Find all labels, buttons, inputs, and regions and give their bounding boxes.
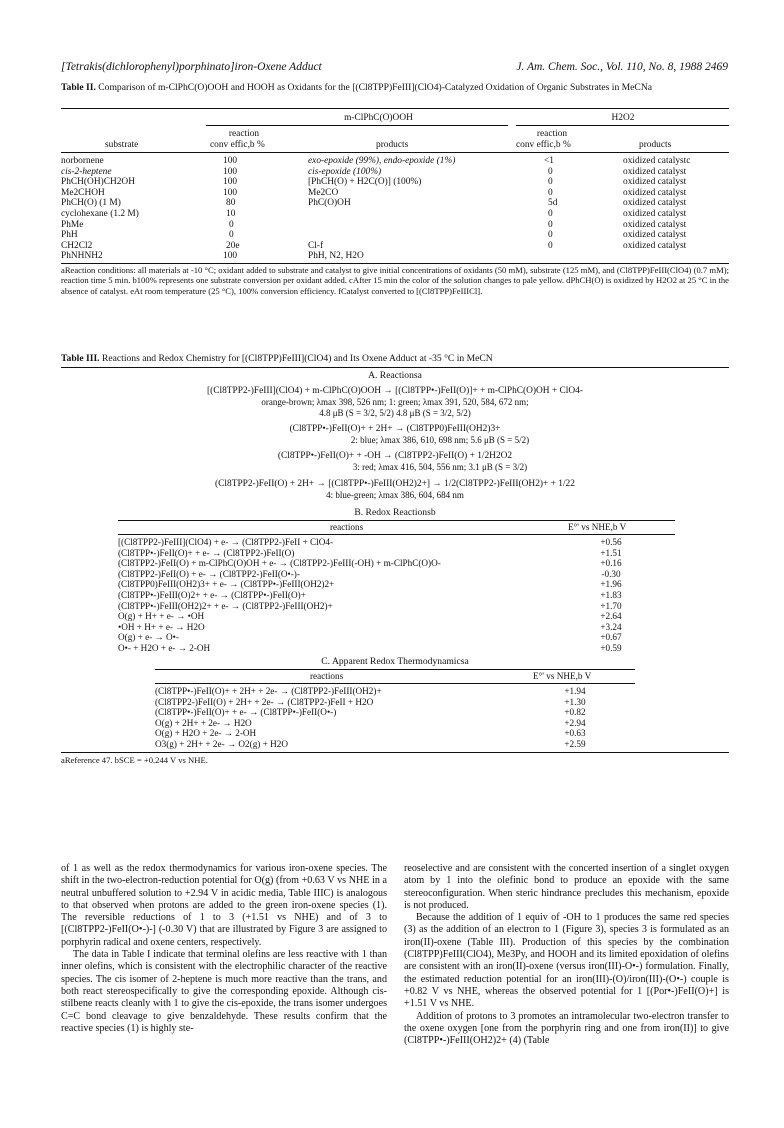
table2-conv2: 5d (548, 198, 558, 209)
table3-c-head-rule (155, 683, 635, 684)
table2-conv2: 0 (548, 219, 553, 230)
table2-substrate: PhMe (61, 219, 84, 230)
table2-head-reaction-2: reaction (536, 129, 568, 139)
table2-group-rule-1 (206, 125, 508, 126)
redox-reaction: O(g) + e- → O•- (118, 632, 179, 643)
table2-substrate: PhCH(O) (1 M) (61, 198, 121, 209)
table2-substrate: norbornene (61, 156, 104, 166)
table-row (118, 579, 334, 590)
redox-potential: +0.67 (600, 632, 622, 643)
thermo-potential: +0.82 (564, 707, 586, 718)
thermo-reaction: O(g) + 2H+ + 2e- → H2O (155, 717, 252, 728)
redox-reaction: (Cl8TPP•-)FeIII(O)2+ + e- → (Cl8TPP•-)FeII(O)+ (118, 590, 306, 600)
redox-potential: +0.59 (600, 643, 622, 653)
redox-potential: +1.70 (600, 600, 622, 611)
table3-b-top-rule (118, 520, 675, 521)
body-paragraph: Because the addition of 1 equiv of -OH to 1 produces the same red species (3) as the addition of an electron to 1 (Figure 3), species 3 is formulated as an iron(II)-oxene (Table III). Production of this species by the combination (Cl8TPP)FeIII(ClO4), Me3Py, and HOOH and its limited epoxidation of olefins are consistent with an iron(II)-oxene (versus iron(III)-O•-) formulation. Finally, the estimated reduction potential for an iron(III)-(O)/iron(III)-(O•-) couple is +0.82 V vs NHE, whereas the observed potential for 1 [(Por•-)FeII(O)+] is +1.51 V vs NHE. (404, 912, 729, 1010)
table2-conv2: 0 (548, 209, 553, 219)
table2-conv2: 0 (548, 166, 553, 177)
table2-bottom-rule (61, 263, 729, 264)
table3-footnote: aReference 47. bSCE = +0.244 V vs NHE. (61, 755, 208, 765)
redox-potential: -0.30 (601, 568, 621, 579)
table2-prod1: exo-epoxide (99%), endo-epoxide (1%) (308, 156, 456, 166)
table-row (61, 167, 729, 178)
table2-group-h2o2: H2O2 (611, 113, 635, 123)
redox-potential: +1.83 (600, 590, 622, 600)
thermo-potential: +2.94 (564, 717, 586, 728)
table2-conv1: 0 (229, 219, 234, 230)
table-row (155, 739, 288, 750)
body-column-left (61, 863, 387, 1035)
table2-group-rule-2 (516, 125, 729, 126)
table2-conv1: 100 (223, 177, 238, 188)
table-row (61, 177, 729, 188)
thermo-reaction: (Cl8TPP•-)FeII(O)+ + e- → (Cl8TPP•-)FeII(O•-) (155, 707, 337, 718)
table3-caption-label: Table III. (61, 353, 100, 364)
table2-head-reaction-1: reaction (228, 129, 260, 139)
table3-b-head-reactions: reactions (330, 522, 364, 532)
table2-conv1: 10 (226, 209, 236, 219)
thermo-potential: +1.94 (564, 686, 586, 696)
table2-conv2: 0 (548, 177, 553, 188)
table3-section-a-title: A. Reactionsa (368, 370, 422, 381)
reaction-label: 4.8 μB (S = 3/2, 5/2) 4.8 μB (S = 3/2, 5/2) (319, 408, 471, 418)
table3-section-c-title: C. Apparent Redox Thermodynamicsa (321, 656, 469, 667)
reaction-equation: (Cl8TPP•-)FeII(O)+ + 2H+ → (Cl8TPP0)FeIII(OH2)3+ (289, 424, 501, 434)
table2-prod1: Me2CO (308, 187, 339, 198)
table-row (118, 537, 333, 548)
table2-conv1: 100 (223, 251, 238, 262)
table-row (118, 558, 441, 569)
redox-reaction: O(g) + H+ + e- → •OH (118, 611, 205, 622)
table2-conv2: 0 (548, 230, 553, 241)
table-row (118, 622, 205, 633)
table-row (118, 632, 179, 643)
table2-substrate: Me2CHOH (61, 187, 105, 198)
table2-substrate: PhNHNH2 (61, 251, 103, 262)
body-paragraph: of 1 as well as the redox thermodynamics for various iron-oxene species. The shift in the two-electron-reduction potential for O(g) (from +0.63 V vs NHE in a neutral unbuffered solution to +2.94 V in acidic media, Table IIIC) is analogous to that observed when protons are added to the green iron-oxene species (1). The reversible reductions of 1 to 3 (+1.51 vs NHE) and of 3 to [(Cl8TPP2-)FeII(O•-)-] (-0.30 V) that are illustrated by Figure 3 are assigned to porphyrin radical and oxene centers, respectively. (61, 863, 387, 948)
table-row (118, 590, 306, 601)
reaction-label: 3: red; λmax 416, 504, 556 nm; 3.1 μB (S = 3/2) (352, 462, 528, 472)
table2-prod2: oxidized catalyst (623, 219, 687, 230)
table2-prod1: PhH, N2, H2O (308, 251, 364, 262)
table2-substrate: cis-2-heptene (61, 166, 112, 177)
table2-head-substrate: substrate (105, 140, 139, 150)
redox-potential: +0.16 (600, 558, 622, 569)
thermo-potential: +0.63 (564, 728, 586, 739)
reaction-label: orange-brown; λmax 398, 526 nm; 1: green; λmax 391, 520, 584, 672 nm; (261, 397, 529, 407)
table3-caption (61, 353, 729, 365)
table3-section-b-title: B. Redox Reactionsb (354, 507, 436, 518)
table3-b-head-rule (118, 534, 675, 535)
running-head-citation: J. Am. Chem. Soc., Vol. 110, No. 8, 1988 2469 (516, 61, 728, 73)
redox-potential: +1.96 (600, 579, 622, 590)
table-row (155, 718, 252, 729)
reaction-equation: (Cl8TPP•-)FeII(O)+ + -OH → (Cl8TPP2-)FeII(O) + 1/2H2O2 (277, 451, 513, 461)
table2-prod2: oxidized catalyst (623, 240, 687, 251)
table2-substrate: CH2Cl2 (61, 240, 93, 251)
table2-head-conv-1: conv effic,b % (210, 140, 265, 150)
thermo-reaction: O3(g) + 2H+ + 2e- → O2(g) + H2O (155, 739, 288, 749)
table-row (155, 707, 336, 718)
redox-potential: +0.56 (600, 537, 622, 547)
table2-substrate: PhCH(OH)CH2OH (61, 177, 135, 188)
table2-prod2: oxidized catalyst (623, 166, 687, 177)
table2-prod1: [PhCH(O) + H2C(O)] (100%) (308, 177, 422, 188)
redox-reaction: (Cl8TPP0)FeIII(OH2)3+ + e- → (Cl8TPP•-)FeIII(OH2)2+ (118, 579, 335, 590)
table2-prod1: Cl-f (308, 240, 324, 251)
reaction-label: 4: blue-green; λmax 386, 604, 684 nm (326, 490, 464, 500)
table-row (118, 548, 294, 559)
redox-reaction: (Cl8TPP2-)FeII(O) + m-ClPhC(O)OH + e- → (Cl8TPP2-)FeIII(-OH) + m-ClPhC(O)O- (118, 558, 441, 569)
thermo-potential: +2.59 (564, 739, 586, 749)
redox-reaction: [(Cl8TPP2-)FeIII](ClO4) + e- → (Cl8TPP2-)FeII + ClO4- (118, 537, 334, 547)
table2-head-products-1: products (376, 140, 409, 150)
table-row (61, 198, 729, 209)
reaction-equation: (Cl8TPP2-)FeII(O) + 2H+ → [(Cl8TPP•-)FeIII(OH2)2+] → 1/2(Cl8TPP2-)FeIII(OH2)+ + 1/22 (215, 479, 575, 489)
redox-potential: +2.64 (600, 611, 622, 622)
table2-substrate: cyclohexane (1.2 M) (61, 209, 139, 219)
table3-c-head-e: E°' vs NHE,b V (533, 671, 592, 681)
table2-group-peracid: m-ClPhC(O)OOH (344, 113, 413, 123)
table-row (118, 601, 333, 612)
table2-prod2: oxidized catalyst (623, 177, 687, 188)
table2-prod2: oxidized catalyst (623, 198, 687, 209)
table2-prod2: oxidized catalystc (623, 156, 691, 166)
table2-prod1: PhC(O)OH (308, 198, 351, 209)
table3-b-head-e: E°' vs NHE,b V (568, 522, 627, 532)
redox-potential: +1.51 (600, 547, 622, 558)
body-column-right (404, 863, 729, 1047)
table2-conv1: 20e (226, 240, 240, 251)
table-row (61, 230, 729, 241)
table2-conv1: 100 (223, 156, 238, 166)
table-row (155, 697, 373, 708)
table2-head-products-2: products (639, 140, 672, 150)
reaction-equation: [(Cl8TPP2-)FeIII](ClO4) + m-ClPhC(O)OOH → [(Cl8TPP•-)FeII(O)]+ + m-ClPhC(O)OH + ClO4- (207, 386, 583, 396)
table-row (118, 643, 210, 654)
running-head-title: [Tetrakis(dichlorophenyl)porphinato]iron-Oxene Adduct (61, 61, 322, 73)
table2-prod1: cis-epoxide (100%) (308, 166, 382, 177)
table2-conv2: <1 (544, 156, 554, 166)
table-row (118, 611, 204, 622)
redox-reaction: (Cl8TPP2-)FeII(O) + e- → (Cl8TPP2-)FeII(O•-)- (118, 568, 300, 579)
redox-reaction: •OH + H+ + e- → H2O (118, 621, 205, 632)
table3-bottom-rule (61, 752, 729, 753)
table2-caption-label: Table II. (61, 82, 96, 93)
table2-footnote: aReaction conditions: all materials at -10 °C; oxidant added to substrate and catalyst to give initial concentrations of oxidants (50 mM), substrate (125 mM), and (Cl8TPP)FeIII(ClO4) (0.7 mM); reaction time 5 min. b100% represents one substrate conversion per oxidant added. cAfter 15 min the color of the solution changes to pale yellow. dPhCH(O) is oxidized by H2O2 at 25 °C in the absence of catalyst. eAt room temperature (25 °C), 100% conversion efficiency. fCatalyst converted to [(Cl8TPP)FeIIICl]. (61, 265, 729, 296)
table2-prod2: oxidized catalyst (623, 209, 687, 219)
table2-substrate: PhH (61, 230, 78, 241)
redox-potential: +3.24 (600, 621, 622, 632)
table2-conv1: 0 (229, 230, 234, 241)
table2-head-rule (61, 152, 729, 153)
table2-caption (61, 82, 729, 94)
table2-conv1: 80 (226, 198, 236, 209)
table3-c-top-rule (155, 669, 635, 670)
table-row (61, 209, 729, 220)
table-row (155, 686, 382, 697)
redox-reaction: O•- + H2O + e- → 2-OH (118, 643, 211, 653)
table2-conv1: 100 (223, 166, 238, 177)
thermo-potential: +1.30 (564, 696, 586, 707)
thermo-reaction: (Cl8TPP2-)FeII(O) + 2H+ + 2e- → (Cl8TPP2-)FeII + H2O (155, 696, 374, 707)
table3-top-rule (61, 367, 729, 368)
table2-conv2: 0 (548, 187, 553, 198)
body-paragraph: Addition of protons to 3 promotes an intramolecular two-electron transfer to the oxene oxygen [one from the porphyrin ring and one from iron(II)] to give (Cl8TPP•-)FeIII(OH2)2+ (4) (Table (404, 1010, 729, 1047)
table-row (155, 728, 256, 739)
table2-prod2: oxidized catalyst (623, 187, 687, 198)
table3-caption-text: Reactions and Redox Chemistry for [(Cl8TPP)FeIII](ClO4) and Its Oxene Adduct at -35 °C in MeCN (101, 353, 493, 364)
table3-c-head-reactions: reactions (310, 671, 344, 681)
reaction-label: 2: blue; λmax 386, 610, 698 nm; 5.6 μB (S = 5/2) (350, 435, 530, 445)
table2-head-conv-2: conv effic,b % (516, 140, 571, 150)
table2-conv1: 100 (223, 187, 238, 198)
redox-reaction: (Cl8TPP•-)FeIII(OH2)2+ + e- → (Cl8TPP2-)FeIII(OH2)+ (118, 600, 333, 611)
body-paragraph: reoselective and are consistent with the concerted insertion of a singlet oxygen atom by 1 into the olefinic bond to produce an epoxide with the same stereoconfiguration. When steric hindrance precludes this mechanism, epoxide is not produced. (404, 863, 729, 911)
table-header-row (118, 522, 675, 533)
table-row (61, 241, 729, 252)
redox-reaction: (Cl8TPP•-)FeII(O)+ + e- → (Cl8TPP2-)FeII(O) (118, 547, 295, 558)
table-row (61, 220, 729, 231)
body-paragraph: The data in Table I indicate that terminal olefins are less reactive with 1 than inner olefins, which is consistent with the electrophilic character of the reactive species. The cis isomer of 2-heptene is much more reactive than the trans, and both react stereospecifically to give the corresponding epoxide. Although cis-stilbene reacts cleanly with 1 to give the cis-epoxide, the trans isomer undergoes C=C bond cleavage to give benzaldehyde. These results confirm that the reactive species (1) is highly ste- (61, 949, 387, 1034)
table-row (61, 251, 729, 262)
table2-prod2: oxidized catalyst (623, 230, 687, 241)
table-row (61, 188, 729, 199)
table2-caption-text: Comparison of m-ClPhC(O)OOH and HOOH as Oxidants for the [(Cl8TPP)FeIII](ClO4)-Catalyzed Oxidation of Organic Substrates in MeCNa (98, 82, 653, 93)
thermo-reaction: O(g) + H2O + 2e- → 2-OH (155, 728, 257, 739)
thermo-reaction: (Cl8TPP•-)FeII(O)+ + 2H+ + 2e- → (Cl8TPP2-)FeIII(OH2)+ (155, 686, 382, 696)
table-row (61, 156, 729, 167)
table2-top-rule (61, 108, 729, 109)
table-row (118, 569, 300, 580)
table2-conv2: 0 (548, 240, 553, 251)
